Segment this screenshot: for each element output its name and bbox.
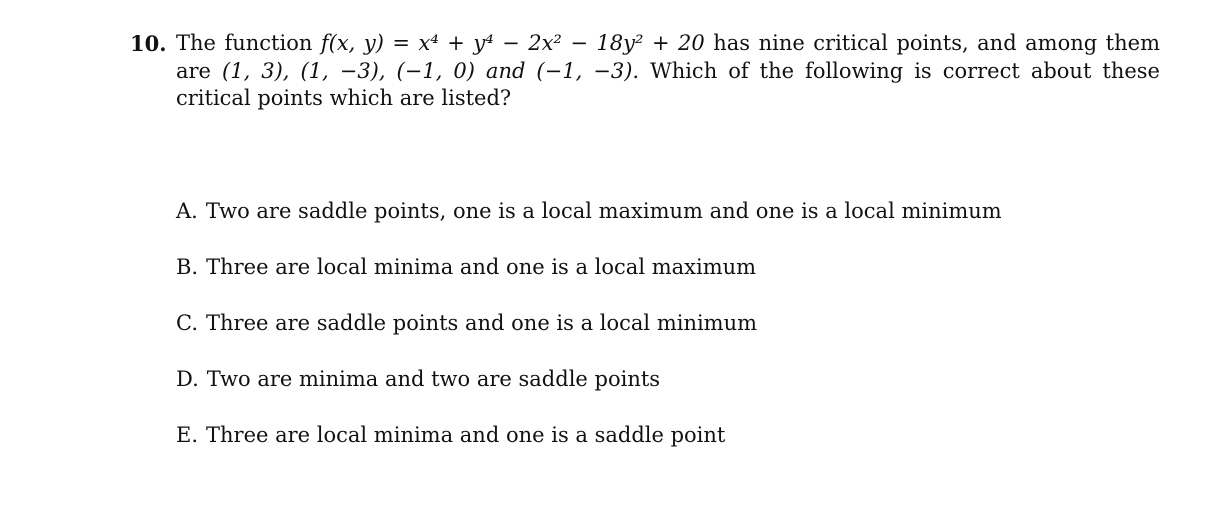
question-stem — [176, 30, 1160, 113]
choice-letter: A. — [176, 199, 198, 223]
choice-letter: E. — [176, 423, 199, 447]
stem-intro: The function — [176, 31, 313, 55]
choice-text: Two are saddle points, one is a local maximum and one is a local minimum — [205, 199, 1002, 223]
choice-text: Three are saddle points and one is a local minimum — [206, 311, 758, 335]
choice-letter: C. — [176, 311, 198, 335]
stem-ask: Which of the following is correct about these critical points which are listed? — [176, 58, 1160, 110]
question-number: 10. — [130, 31, 167, 56]
choice-text: Three are local minima and one is a saddle point — [206, 423, 726, 447]
choice-a[interactable] — [176, 196, 1002, 252]
choice-text: Three are local minima and one is a local maximum — [206, 255, 757, 279]
choice-letter: D. — [176, 367, 199, 391]
choice-text: Two are minima and two are saddle points — [206, 367, 661, 391]
choice-b[interactable] — [176, 252, 1002, 308]
answer-choices — [176, 196, 1002, 476]
choice-letter: B. — [176, 255, 199, 279]
stem-after-function: has nine critical points, and among them are — [176, 31, 1160, 83]
choice-c[interactable] — [176, 308, 1002, 364]
choice-d[interactable] — [176, 364, 1002, 420]
question-block — [130, 30, 1160, 113]
function-expression: f(x, y) = x⁴ + y⁴ − 2x² − 18y² + 20 — [320, 31, 705, 55]
choice-e[interactable] — [176, 420, 1002, 476]
critical-points-list: (1, 3), (1, −3), (−1, 0) and (−1, −3). — [222, 58, 640, 83]
